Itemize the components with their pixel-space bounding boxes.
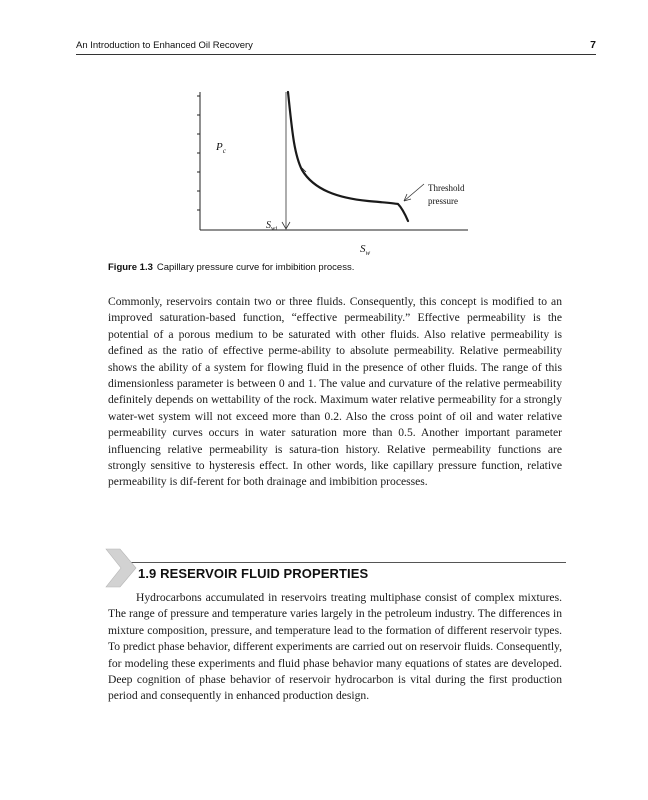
swi-label: $S_{wi}$ — [266, 220, 278, 232]
running-head-title: An Introduction to Enhanced Oil Recovery — [76, 40, 253, 51]
paragraph-reservoir-fluids: Hydrocarbons accumulated in reservoirs treating multiphase consist of complex mixtures. The range of pressure and temperature varies largely in the petroleum industry. The differences in mixture composition, pressure, and temperature lead to the formation of different reservoir types. To predict phase behavior, different experiments are carried out on reservoir fluids. Consequently, for modeling these experiments and fluid phase behavior many equations of states are developed. Deep cognition of phase behavior of reservoir hydrocarbon is vital during the first production period and consequently in enhanced production design. — [108, 591, 562, 703]
annotation-pressure: pressure — [428, 196, 458, 206]
section-heading: 1.9 RESERVOIR FLUID PROPERTIES — [138, 566, 369, 581]
threshold-arrow-line — [404, 184, 424, 201]
figure-caption-label: Figure 1.3 — [108, 262, 153, 273]
section-chevron-icon — [104, 548, 138, 588]
page-number: 7 — [590, 39, 596, 51]
x-axis-label: $S_w$ — [360, 243, 371, 257]
y-axis-label: $P_c$ — [216, 141, 226, 155]
section-header — [104, 548, 566, 588]
section-rule — [128, 562, 566, 563]
annotation-threshold: Threshold — [428, 183, 465, 193]
running-head — [76, 40, 596, 55]
capillary-pressure-plot — [180, 80, 480, 260]
figure-caption-text: Capillary pressure curve for imbibition process. — [156, 262, 355, 273]
capillary-pressure-figure — [180, 80, 480, 260]
paragraph-relative-permeability: Commonly, reservoirs contain two or three fluids. Consequently, this concept is modified to an improved saturation-based function, “effective permeability.” Effective permeability is the potential of a porous medium to be saturated with other fluids. Also relative permeability is defined as the ratio of effective perme-ability to absolute permeability. Relative permeability shows the ability of a system for flowing fluid in the presence of other fluids. The range of this dimensionless parameter is between 0 and 1. The value and curvature of the relative permeability definitely depends on wettability of the rock. Maximum water relative permeability for a strongly water-wet system will not exceed more than 0.2. Also the cross point of oil and water relative permeability curves occurs in water saturation more than 0.5. Another important parameter influencing relative permeability is satura-tion history. Relative permeability functions are strongly sensitive to hysteresis effect. In other words, like capillary pressure function, relative permeability is dif-ferent for both drainage and imbibition processes. — [108, 295, 562, 489]
capillary-curve — [288, 92, 408, 221]
figure-caption — [108, 262, 354, 273]
